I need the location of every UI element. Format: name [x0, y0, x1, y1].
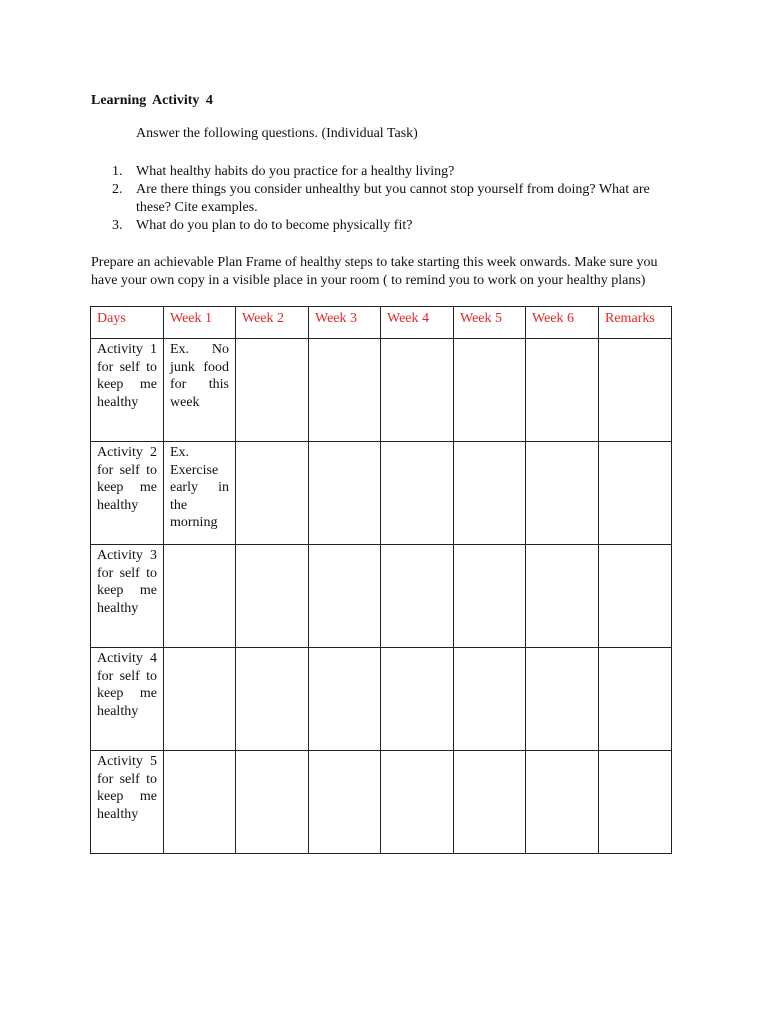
week-6-cell[interactable] — [526, 545, 599, 648]
week-6-cell[interactable] — [526, 339, 599, 442]
activity-label: Activity 1 for self to keep me healthy — [97, 342, 157, 410]
header-week-4: Week 4 — [381, 307, 454, 339]
question-list — [112, 163, 678, 235]
header-week-2: Week 2 — [236, 307, 309, 339]
week-3-cell[interactable] — [309, 442, 381, 545]
activity-cell[interactable] — [91, 751, 164, 854]
header-remarks: Remarks — [599, 307, 672, 339]
week-6-cell[interactable] — [526, 648, 599, 751]
week-3-cell[interactable] — [309, 339, 381, 442]
plan-frame-table — [90, 306, 672, 854]
week-4-cell[interactable] — [381, 648, 454, 751]
activity-label: Activity 3 for self to keep me healthy — [97, 548, 157, 616]
week-5-cell[interactable] — [454, 442, 526, 545]
remarks-cell[interactable] — [599, 648, 672, 751]
activity-label: Activity 2 for self to keep me healthy — [97, 445, 157, 513]
week-4-cell[interactable] — [381, 751, 454, 854]
remarks-cell[interactable] — [599, 339, 672, 442]
week-1-cell[interactable] — [164, 648, 236, 751]
week-5-cell[interactable] — [454, 339, 526, 442]
week-5-cell[interactable] — [454, 751, 526, 854]
week-1-cell[interactable] — [164, 339, 236, 442]
header-week-3: Week 3 — [309, 307, 381, 339]
question-item — [112, 163, 678, 181]
header-week-6: Week 6 — [526, 307, 599, 339]
week-5-cell[interactable] — [454, 648, 526, 751]
plan-instructions: Prepare an achievable Plan Frame of healthy steps to take starting this week onwards. Make sure you have your own copy in a visible place in your room ( to remind you to work on your healthy plans) — [91, 255, 658, 288]
week-2-cell[interactable] — [236, 751, 309, 854]
week-2-cell[interactable] — [236, 648, 309, 751]
week-6-cell[interactable] — [526, 751, 599, 854]
week-5-cell[interactable] — [454, 545, 526, 648]
table-row — [91, 442, 672, 545]
activity-cell[interactable] — [91, 648, 164, 751]
week-3-cell[interactable] — [309, 545, 381, 648]
question-number: 2. — [112, 182, 123, 197]
week-2-cell[interactable] — [236, 545, 309, 648]
week-2-cell[interactable] — [236, 442, 309, 545]
activity-heading: Learning Activity 4 — [91, 93, 213, 108]
remarks-cell[interactable] — [599, 442, 672, 545]
week-4-cell[interactable] — [381, 545, 454, 648]
question-number: 3. — [112, 218, 123, 233]
week-1-cell[interactable] — [164, 751, 236, 854]
header-week-5: Week 5 — [454, 307, 526, 339]
week-4-cell[interactable] — [381, 442, 454, 545]
activity-cell[interactable] — [91, 545, 164, 648]
week-3-cell[interactable] — [309, 751, 381, 854]
activity-label: Activity 4 for self to keep me healthy — [97, 651, 157, 719]
table-row — [91, 339, 672, 442]
question-text: What do you plan to do to become physically fit? — [136, 218, 413, 233]
week-4-cell[interactable] — [381, 339, 454, 442]
table-row — [91, 751, 672, 854]
week-3-cell[interactable] — [309, 648, 381, 751]
table-header-row — [91, 307, 672, 339]
remarks-cell[interactable] — [599, 751, 672, 854]
week-1-cell[interactable] — [164, 545, 236, 648]
question-text: Are there things you consider unhealthy but you cannot stop yourself from doing? What are these? Cite examples. — [136, 182, 650, 215]
week-1-example: Ex. Exercise early in the morning — [170, 445, 229, 530]
table-row — [91, 545, 672, 648]
activity-cell[interactable] — [91, 442, 164, 545]
table-row — [91, 648, 672, 751]
week-6-cell[interactable] — [526, 442, 599, 545]
header-days: Days — [91, 307, 164, 339]
question-item — [112, 181, 678, 217]
remarks-cell[interactable] — [599, 545, 672, 648]
week-1-cell[interactable] — [164, 442, 236, 545]
activity-label: Activity 5 for self to keep me healthy — [97, 754, 157, 822]
week-2-cell[interactable] — [236, 339, 309, 442]
question-item — [112, 217, 678, 235]
activity-cell[interactable] — [91, 339, 164, 442]
question-text: What healthy habits do you practice for a healthy living? — [136, 164, 455, 179]
question-number: 1. — [112, 164, 123, 179]
week-1-example: Ex. No junk food for this week — [170, 342, 229, 410]
instruction-text: Answer the following questions. (Individual Task) — [136, 126, 418, 141]
header-week-1: Week 1 — [164, 307, 236, 339]
